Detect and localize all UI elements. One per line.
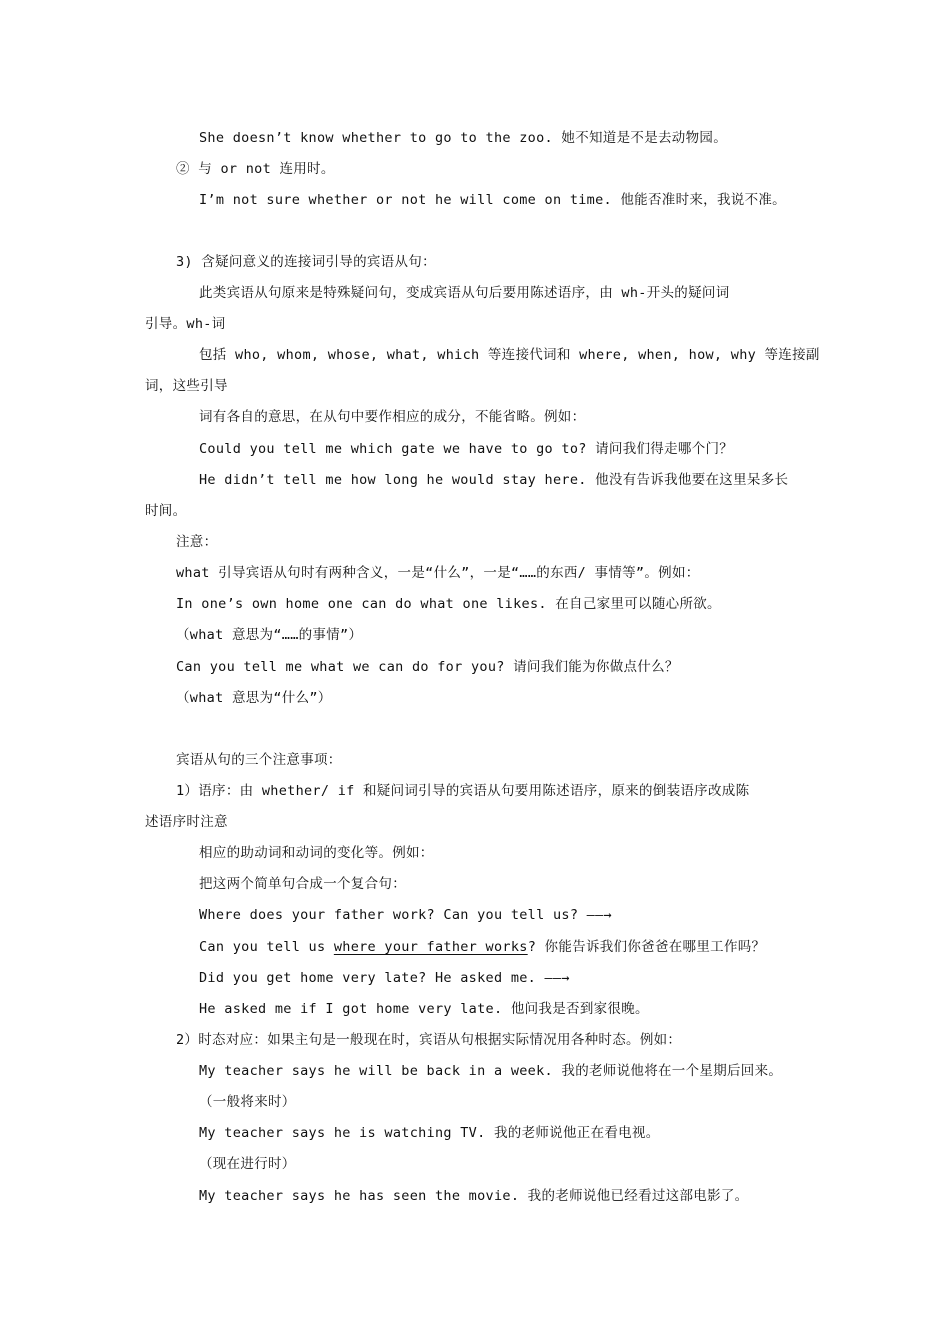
text-line: （what 意思为“什么”）	[176, 690, 332, 706]
text-segment: Can you tell us	[199, 939, 334, 955]
underlined-clause: where your father works	[333, 939, 528, 955]
section-heading: 3) 含疑问意义的连接词引导的宾语从句：	[176, 254, 436, 270]
text-line: （现在进行时）	[199, 1156, 296, 1172]
text-line: 包括 who, whom, whose, what, which 等连接代词和 where, when, how, why 等连接副	[199, 347, 820, 363]
example-line: He asked me if I got home very late. 他问我是否到家很晚。	[199, 1001, 649, 1017]
example-line: My teacher says he has seen the movie. 我的老师说他已经看过这部电影了。	[199, 1188, 749, 1204]
section-heading: 宾语从句的三个注意事项：	[176, 752, 342, 768]
text-line: ② 与 or not 连用时。	[176, 161, 335, 177]
text-line: （一般将来时）	[199, 1094, 296, 1110]
example-line: Did you get home very late? He asked me. ——→	[199, 970, 570, 986]
text-line: I’m not sure whether or not he will come on time. 他能否准时来，我说不准。	[199, 192, 786, 208]
text-line: 引导。wh-词	[145, 316, 226, 332]
text-line: 1）语序：由 whether/ if 和疑问词引导的宾语从句要用陈述语序，原来的倒装语序改成陈	[176, 783, 750, 799]
text-line: 把这两个简单句合成一个复合句：	[199, 876, 406, 892]
text-line: what 引导宾语从句时有两种含义，一是“什么”，一是“……的东西/ 事情等”。例如：	[176, 565, 700, 581]
example-line: Where does your father work? Can you tell us? ——→	[199, 907, 612, 923]
text-segment: ? 你能告诉我们你爸爸在哪里工作吗？	[527, 939, 766, 955]
text-line: 此类宾语从句原来是特殊疑问句，变成宾语从句后要用陈述语序，由 wh-开头的疑问词	[199, 285, 730, 301]
text-line: （what 意思为“……的事情”）	[176, 627, 363, 643]
text-line: 2）时态对应：如果主句是一般现在时，宾语从句根据实际情况用各种时态。例如：	[176, 1032, 682, 1048]
text-line: 相应的助动词和动词的变化等。例如：	[199, 845, 434, 861]
note-heading: 注意：	[176, 534, 218, 550]
example-line: My teacher says he will be back in a week. 我的老师说他将在一个星期后回来。	[199, 1063, 783, 1079]
example-line: Can you tell me what we can do for you? 请问我们能为你做点什么？	[176, 659, 679, 675]
example-line: My teacher says he is watching TV. 我的老师说他正在看电视。	[199, 1125, 660, 1141]
example-line: He didn’t tell me how long he would stay here. 他没有告诉我他要在这里呆多长	[199, 472, 789, 488]
example-line: In one’s own home one can do what one likes. 在自己家里可以随心所欲。	[176, 596, 721, 612]
example-line: Could you tell me which gate we have to go to? 请问我们得走哪个门？	[199, 441, 734, 457]
example-line	[199, 938, 765, 956]
text-line: 时间。	[145, 503, 187, 519]
text-line: 词有各自的意思，在从句中要作相应的成分，不能省略。例如：	[199, 409, 586, 425]
text-line: 词，这些引导	[145, 378, 228, 394]
text-line: She doesn’t know whether to go to the zoo. 她不知道是不是去动物园。	[199, 130, 727, 146]
text-line: 述语序时注意	[145, 814, 228, 830]
